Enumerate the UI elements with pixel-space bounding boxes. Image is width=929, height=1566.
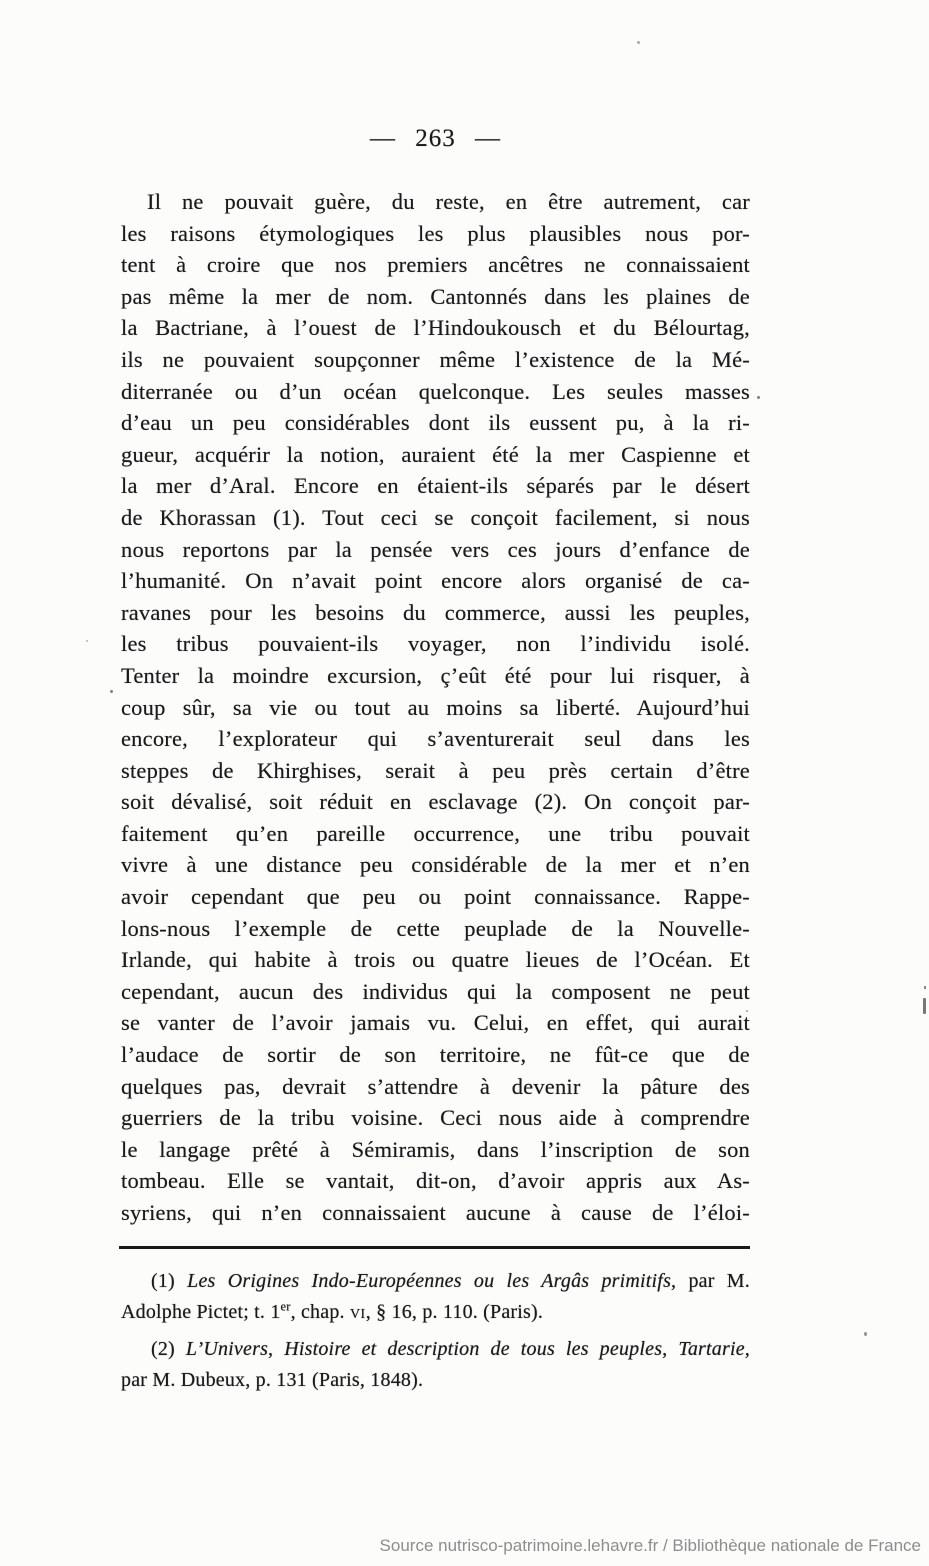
text-line: ravanes pour les besoins du commerce, aussi les peuples, <box>121 599 750 625</box>
footnote <box>121 1334 750 1396</box>
text-line: ils ne pouvaient soupçonner même l’existence de la Mé- <box>121 346 750 372</box>
footnote <box>121 1266 750 1328</box>
text-line: encore, l’explorateur qui s’aventurerait seul dans les <box>121 726 750 752</box>
text-line: nous reportons par la pensée vers ces jours d’enfance de <box>121 536 750 562</box>
text-line: syriens, qui n’en connaissaient aucune à cause de l’éloi- <box>121 1200 750 1225</box>
text-line: Tenter la moindre excursion, ç’eût été pour lui risquer, à <box>121 662 750 688</box>
footnote-line: (2) L’Univers, Histoire et description de tous les peuples, Tartarie, <box>151 1338 750 1360</box>
footnotes <box>121 1266 750 1402</box>
text-line: cependant, aucun des individus qui la composent ne peut <box>121 978 750 1004</box>
text-line: Irlande, qui habite à trois ou quatre lieues de l’Océan. Et <box>121 947 750 973</box>
text-line: Il ne pouvait guère, du reste, en être autrement, car <box>147 189 750 214</box>
body-text <box>121 186 750 1229</box>
scan-speck <box>86 640 88 642</box>
scan-speck <box>746 1010 748 1012</box>
scan-margin-tick <box>923 998 926 1014</box>
scan-speck <box>864 1332 867 1336</box>
text-line: l’audace de sortir de son territoire, ne fût-ce que de <box>121 1042 750 1068</box>
text-line: coup sûr, sa vie ou tout au moins sa liberté. Aujourd’hui <box>121 694 750 720</box>
text-line: d’eau un peu considérables dont ils eussent pu, à la ri- <box>121 410 750 436</box>
text-line: les tribus pouvaient-ils voyager, non l’individu isolé. <box>121 631 750 657</box>
footnote-line: (1) Les Origines Indo-Européennes ou les Argâs primitifs, par M. <box>151 1270 750 1292</box>
footnote-line: par M. Dubeux, p. 131 (Paris, 1848). <box>121 1369 424 1391</box>
footnote-separator <box>119 1246 750 1249</box>
text-line: soit dévalisé, soit réduit en esclavage (2). On conçoit par- <box>121 789 750 815</box>
text-line: tombeau. Elle se vantait, dit-on, d’avoir appris aux As- <box>121 1168 750 1194</box>
text-line: vivre à une distance peu considérable de la mer et n’en <box>121 852 750 878</box>
text-line: l’humanité. On n’avait point encore alors organisé de ca- <box>121 568 750 594</box>
text-line: tent à croire que nos premiers ancêtres ne connaissaient <box>121 252 750 278</box>
scan-speck <box>637 41 640 44</box>
text-line: steppes de Khirghises, serait à peu près certain d’être <box>121 757 750 783</box>
text-line: la mer d’Aral. Encore en étaient-ils séparés par le désert <box>121 473 750 499</box>
text-line: guerriers de la tribu voisine. Ceci nous aide à comprendre <box>121 1105 750 1131</box>
text-line: se vanter de l’avoir jamais vu. Celui, en effet, qui aurait <box>121 1010 750 1036</box>
text-line: la Bactriane, à l’ouest de l’Hindoukousch et du Bélourtag, <box>121 315 750 341</box>
scan-speck <box>757 396 760 399</box>
scan-speck <box>924 986 926 989</box>
page-number: — 263 — <box>370 125 501 152</box>
text-line: quelques pas, devrait s’attendre à devenir la pâture des <box>121 1073 750 1099</box>
footnote-line: Adolphe Pictet; t. 1er, chap. vi, § 16, p. 110. (Paris). <box>121 1299 544 1323</box>
text-line: le langage prêté à Sémiramis, dans l’inscription de son <box>121 1136 750 1162</box>
source-credit: Source nutrisco-patrimoine.lehavre.fr / Bibliothèque nationale de France <box>379 1536 921 1555</box>
text-line: faitement qu’en pareille occurrence, une tribu pouvait <box>121 820 750 846</box>
text-line: pas même la mer de nom. Cantonnés dans les plaines de <box>121 283 750 309</box>
text-line: gueur, acquérir la notion, auraient été la mer Caspienne et <box>121 441 750 467</box>
text-line: avoir cependant que peu ou point connaissance. Rappe- <box>121 884 750 910</box>
text-line: de Khorassan (1). Tout ceci se conçoit facilement, si nous <box>121 504 750 530</box>
scan-speck <box>110 690 113 693</box>
text-line: diterranée ou d’un océan quelconque. Les seules masses <box>121 378 750 404</box>
text-line: lons-nous l’exemple de cette peuplade de la Nouvelle- <box>121 915 750 941</box>
text-line: les raisons étymologiques les plus plausibles nous por- <box>121 220 750 246</box>
